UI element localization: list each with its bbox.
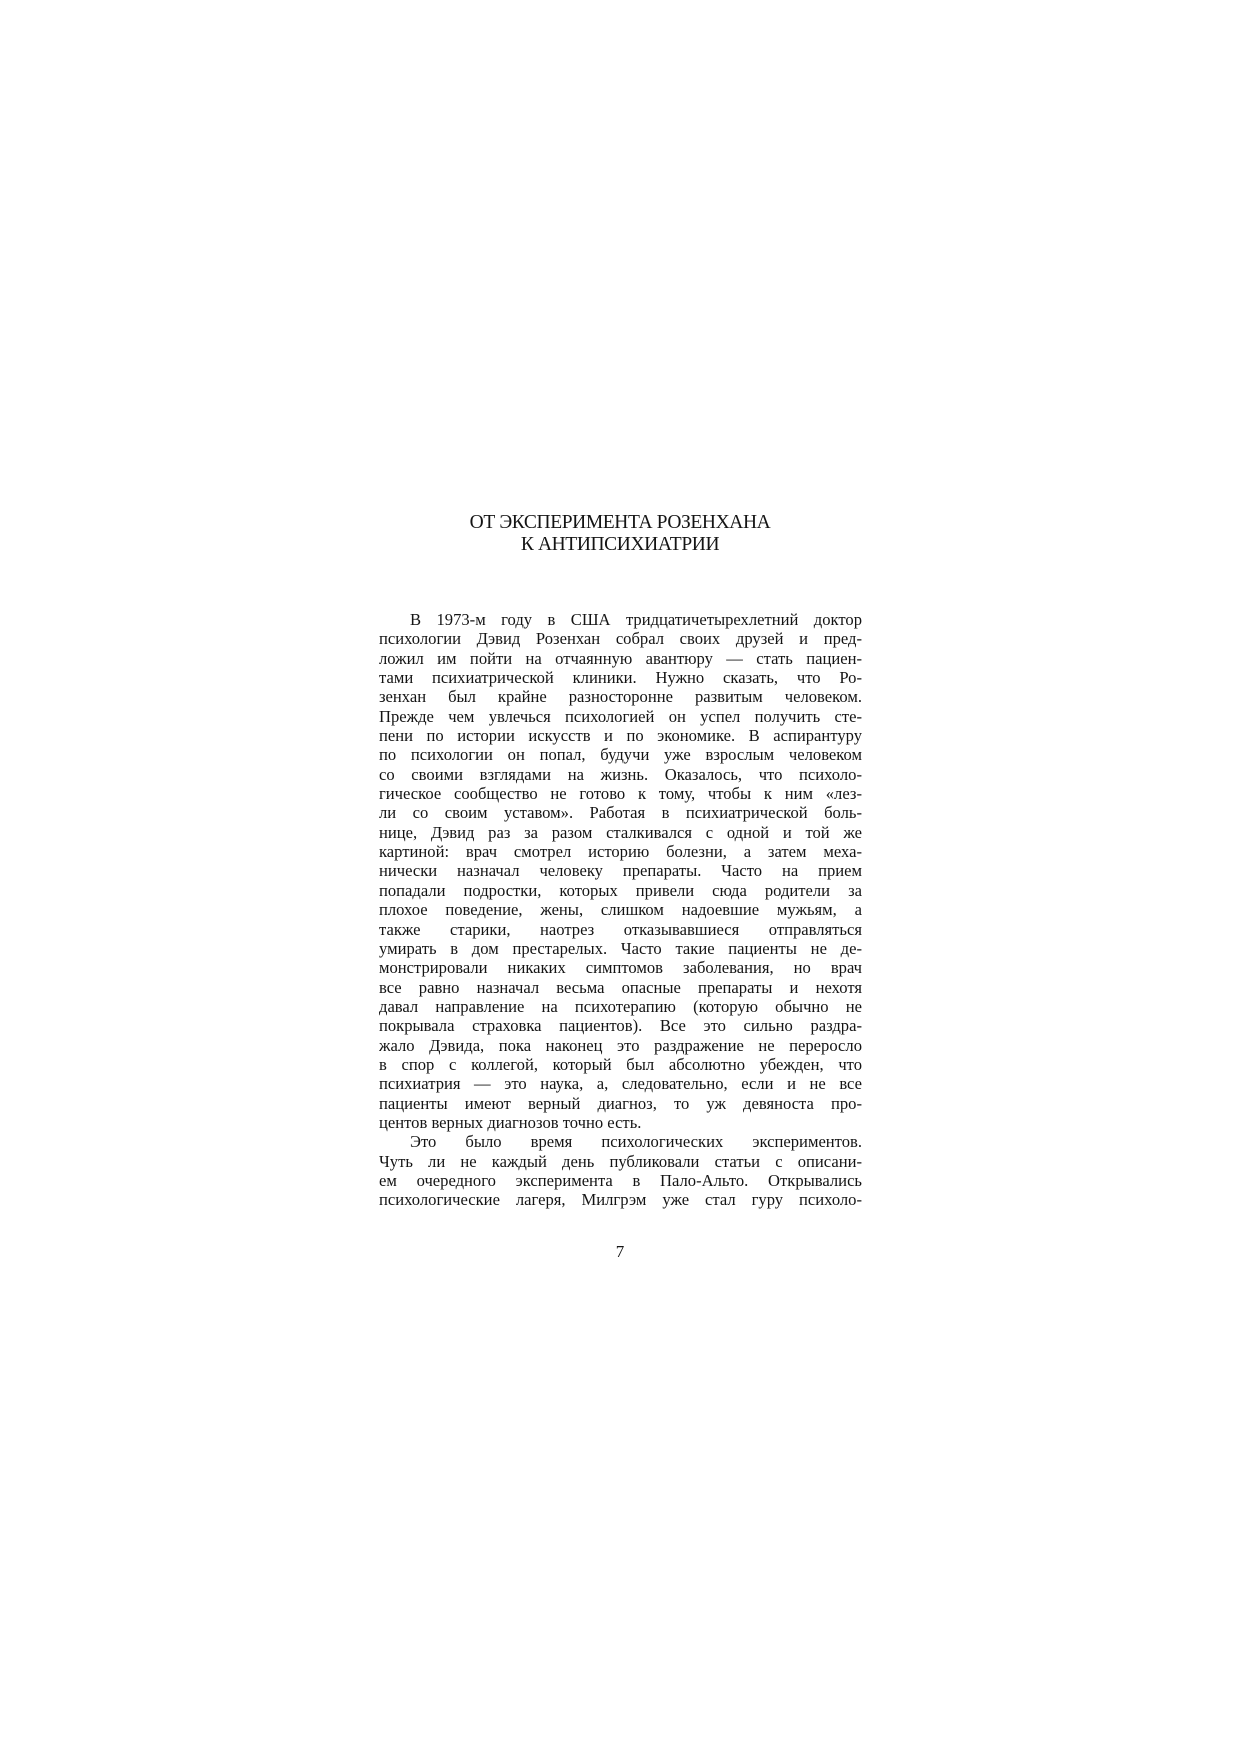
chapter-title: [380, 512, 860, 556]
text-line: в спор с коллегой, который был абсолютно убежден, что: [379, 1054, 862, 1074]
text-line: жало Дэвида, пока наконец это раздражение не переросло: [379, 1035, 862, 1055]
text-line: пациенты имеют верный диагноз, то уж девяноста про-: [379, 1093, 862, 1113]
text-line: зенхан был крайне разносторонне развитым человеком.: [379, 687, 862, 707]
text-line: ли со своим уставом». Работая в психиатрической боль-: [379, 803, 862, 823]
text-line: Это было время психологических экспериментов.: [410, 1132, 862, 1152]
body-text: [379, 610, 862, 1210]
text-line: ложил им пойти на отчаянную авантюру — стать пациен-: [379, 648, 862, 668]
text-line: картиной: врач смотрел историю болезни, а затем меха-: [379, 842, 862, 862]
text-line: психологии Дэвид Розенхан собрал своих друзей и пред-: [379, 629, 862, 649]
text-line: все равно назначал весьма опасные препараты и нехотя: [379, 977, 862, 997]
chapter-title-line-1: ОТ ЭКСПЕРИМЕНТА РОЗЕНХАНА: [469, 512, 771, 533]
page-number: 7: [615, 1242, 625, 1261]
chapter-title-line-2: К АНТИПСИХИАТРИИ: [520, 534, 720, 555]
text-line: давал направление на психотерапию (которую обычно не: [379, 996, 862, 1016]
text-line: нически назначал человеку препараты. Часто на прием: [379, 861, 862, 881]
text-line: пени по истории искусств и по экономике. В аспирантуру: [379, 726, 862, 746]
text-line: гическое сообщество не готово к тому, чтобы к ним «лез-: [379, 784, 862, 804]
text-line: монстрировали никаких симптомов заболевания, но врач: [379, 958, 862, 978]
text-line: по психологии он попал, будучи уже взрослым человеком: [379, 745, 862, 765]
text-line: плохое поведение, жены, слишком надоевшие мужьям, а: [379, 900, 862, 920]
text-line: центов верных диагнозов точно есть.: [379, 1112, 642, 1132]
text-line: попадали подростки, которых привели сюда родители за: [379, 880, 862, 900]
text-line: покрывала страховка пациентов). Все это сильно раздра-: [379, 1016, 862, 1036]
text-line: умирать в дом престарелых. Часто такие пациенты не де-: [379, 938, 862, 958]
text-line: В 1973-м году в США тридцатичетырехлетний доктор: [410, 610, 862, 629]
text-line: также старики, наотрез отказывавшиеся отправляться: [379, 919, 862, 939]
text-line: Прежде чем увлечься психологией он успел получить сте-: [379, 706, 862, 726]
text-line: психиатрия — это наука, а, следовательно, если и не все: [379, 1074, 862, 1094]
text-line: тами психиатрической клиники. Нужно сказать, что Ро-: [379, 668, 862, 688]
text-line: психологические лагеря, Милгрэм уже стал гуру психоло-: [379, 1190, 862, 1210]
text-line: ем очередного эксперимента в Пало-Альто. Открывались: [379, 1170, 862, 1190]
text-line: со своими взглядами на жизнь. Оказалось, что психоло-: [379, 764, 862, 784]
text-line: нице, Дэвид раз за разом сталкивался с одной и той же: [379, 822, 862, 842]
text-line: Чуть ли не каждый день публиковали статьи с описани-: [379, 1151, 862, 1171]
